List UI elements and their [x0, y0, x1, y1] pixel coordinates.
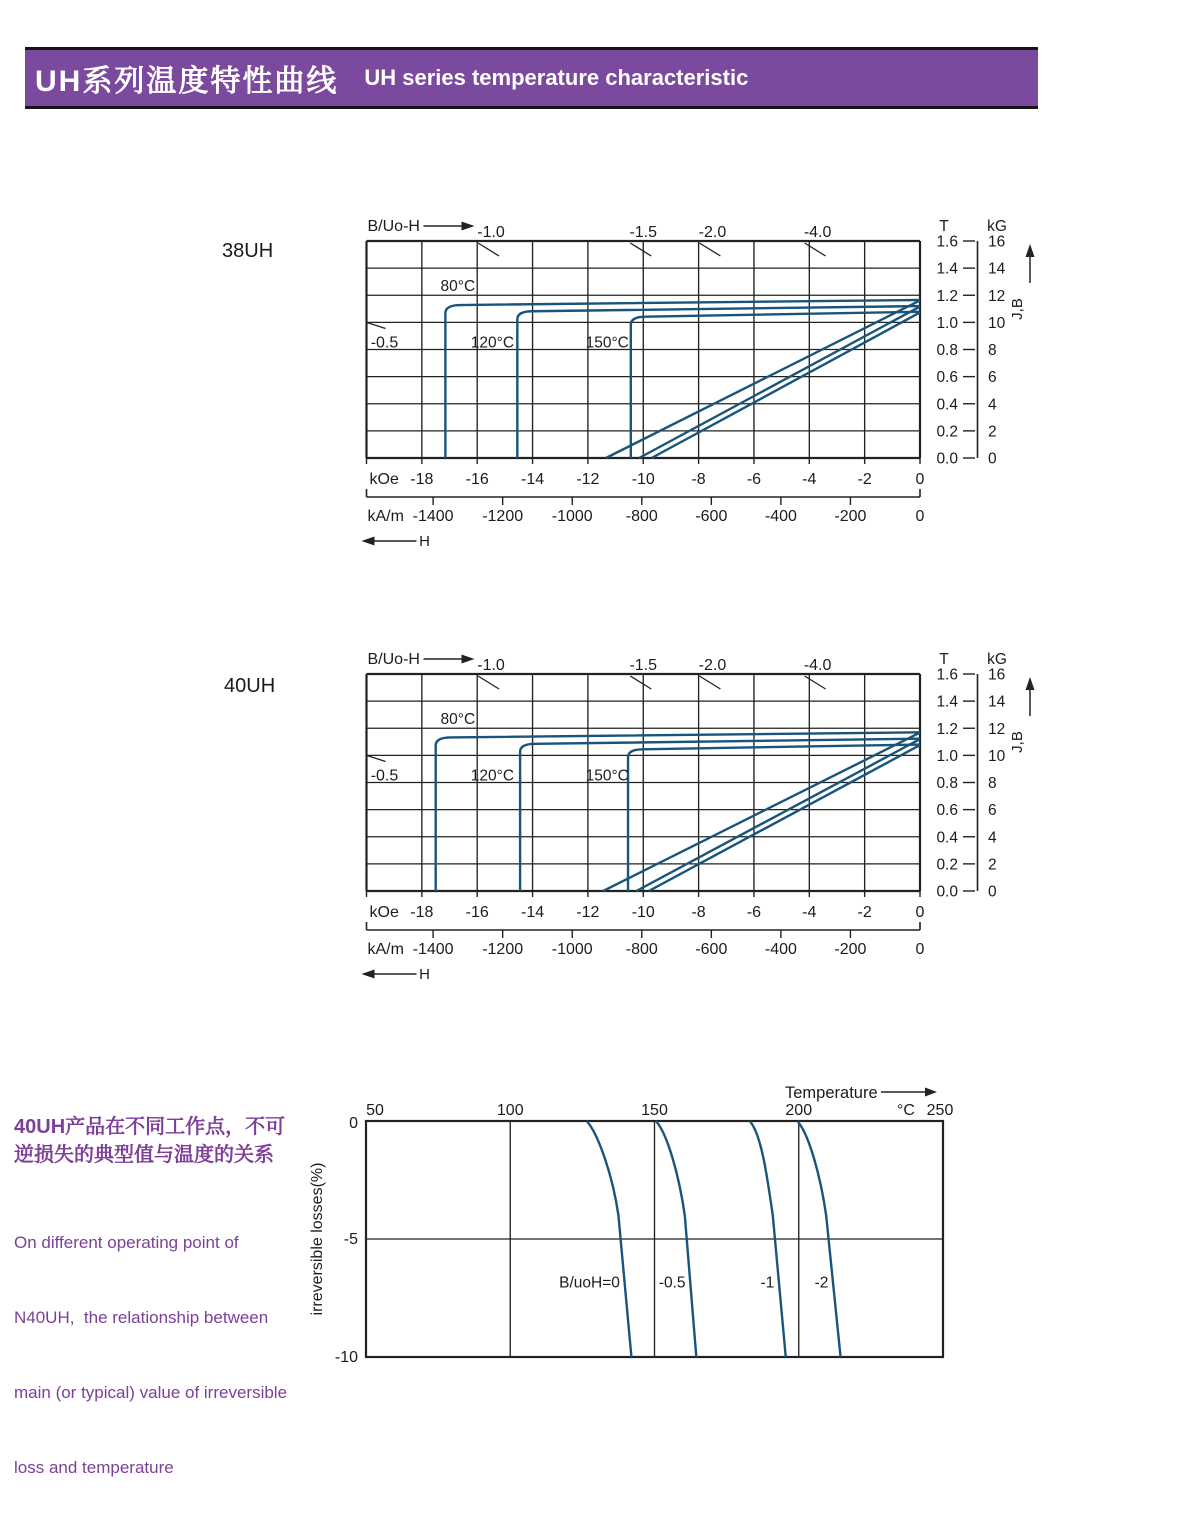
temp-tick-label: 150	[641, 1102, 668, 1119]
loss-curve-label: -1	[760, 1274, 775, 1292]
kg-tick-label: 6	[988, 369, 997, 387]
load-line-slash	[367, 322, 386, 328]
side-note-zh-line1: 40UH产品在不同工作点，不可	[14, 1116, 286, 1138]
curve-temp-label: 80°C	[440, 277, 476, 295]
header-title-en: UH series temperature characteristic	[364, 65, 749, 90]
jb-arrow-head	[1026, 244, 1035, 257]
kg-tick-label: 4	[988, 829, 997, 847]
load-line-slash	[699, 243, 720, 256]
load-line-label: -2.0	[698, 224, 727, 241]
kam-tick-label: -600	[695, 508, 728, 525]
demag-chart-40UH	[362, 651, 1035, 983]
kam-tick-label: 0	[915, 941, 925, 958]
side-note-en-line1: On different operating point of	[14, 1233, 239, 1252]
t-tick-label: 1.0	[936, 314, 958, 332]
koe-unit-label: kOe	[369, 471, 399, 488]
temp-tick-label: 200	[785, 1102, 813, 1119]
koe-tick-label: -6	[746, 904, 762, 921]
temp-unit-label: °C	[897, 1102, 915, 1119]
curve-temp-label: 120°C	[470, 334, 515, 352]
t-tick-label: 0.0	[936, 450, 958, 468]
kg-tick-label: 12	[988, 287, 1006, 305]
kam-unit-label: kA/m	[367, 941, 404, 958]
loss-tick-label: -5	[343, 1231, 358, 1248]
side-note-zh-line2: 逆损失的典型值与温度的关系	[14, 1144, 274, 1166]
t-tick-label: 1.0	[936, 747, 958, 765]
koe-tick-label: -4	[802, 471, 817, 488]
curve-temp-label: 120°C	[470, 767, 515, 785]
b-line-2	[652, 312, 920, 458]
load-line-slash	[630, 243, 651, 256]
t-unit-label: T	[939, 218, 949, 235]
kam-tick-label: -800	[625, 508, 658, 525]
kg-tick-label: 10	[988, 747, 1006, 765]
t-tick-label: 1.2	[936, 720, 958, 738]
load-line-slash	[805, 676, 826, 689]
kam-tick-label: -1000	[551, 508, 593, 525]
b-line-0	[606, 300, 920, 458]
koe-tick-label: -16	[465, 471, 489, 488]
temp-tick-label: 50	[366, 1102, 384, 1119]
loss-curve-label: -0.5	[658, 1274, 686, 1292]
b-uo-h-arrow-head	[462, 655, 475, 664]
b-line-1	[636, 739, 920, 891]
header-title-zh: UH系列温度特性曲线	[35, 65, 339, 98]
plot-grid	[367, 241, 921, 458]
t-unit-label: T	[939, 651, 949, 668]
load-line-label: -1.5	[629, 657, 658, 674]
load-line-label: -4.0	[803, 224, 832, 241]
kam-tick-label: -1000	[551, 941, 593, 958]
t-tick-label: 0.0	[936, 883, 958, 901]
t-tick-label: 1.4	[936, 693, 958, 711]
kg-tick-label: 2	[988, 423, 997, 441]
load-line-label: -1.0	[477, 657, 505, 674]
temp-tick-label: 250	[926, 1102, 954, 1119]
loss-axis-title: irreversible losses(%)	[309, 1162, 326, 1316]
kg-unit-label: kG	[987, 218, 1007, 235]
koe-tick-label: -12	[576, 471, 600, 488]
kam-tick-label: -1200	[482, 941, 524, 958]
kg-tick-label: 6	[988, 802, 997, 820]
side-note-en-line4: loss and temperature	[14, 1458, 174, 1477]
koe-tick-label: -18	[410, 471, 434, 488]
load-line-slash	[699, 676, 720, 689]
kam-tick-label: -600	[695, 941, 728, 958]
kam-tick-label: -200	[834, 508, 867, 525]
b-line-2	[649, 745, 920, 891]
kam-tick-label: -400	[764, 941, 797, 958]
koe-tick-label: -2	[857, 471, 872, 488]
load-line-slash	[478, 243, 499, 256]
kam-tick-label: -400	[764, 508, 797, 525]
load-line-slash	[805, 243, 826, 256]
t-tick-label: 0.2	[936, 856, 958, 874]
koe-tick-label: -8	[691, 471, 706, 488]
koe-tick-label: 0	[915, 471, 925, 488]
kg-tick-label: 8	[988, 775, 997, 792]
demag-chart-38UH	[362, 218, 1035, 550]
curve-temp-label: 150°C	[585, 767, 629, 785]
koe-tick-label: -4	[802, 904, 817, 921]
t-tick-label: 1.2	[936, 287, 958, 305]
load-line-label: -0.5	[370, 767, 399, 785]
t-tick-label: 0.6	[936, 802, 958, 820]
load-line-label: -0.5	[370, 334, 399, 352]
b-line-1	[639, 307, 920, 458]
load-line-slash	[367, 755, 386, 761]
kg-tick-label: 14	[988, 693, 1006, 711]
kam-tick-label: -1400	[412, 508, 454, 525]
load-line-slash	[478, 676, 499, 689]
jb-axis-label: J,B	[1009, 731, 1026, 753]
kg-tick-label: 8	[988, 342, 997, 359]
koe-tick-label: -18	[410, 904, 434, 921]
koe-tick-label: 0	[915, 904, 925, 921]
koe-tick-label: -12	[576, 904, 600, 921]
t-tick-label: 0.2	[936, 423, 958, 441]
side-note-en-line2: N40UH, the relationship between	[14, 1308, 269, 1327]
load-line-label: -1.5	[629, 224, 658, 241]
kam-tick-label: -1200	[482, 508, 524, 525]
side-note-en-line3: main (or typical) value of irreversible	[14, 1383, 288, 1402]
kg-tick-label: 12	[988, 720, 1006, 738]
loss-curve-label: B/uoH=0	[559, 1274, 620, 1292]
koe-tick-label: -6	[746, 471, 762, 488]
b-uo-h-label: B/Uo-H	[367, 651, 420, 668]
koe-tick-label: -10	[631, 904, 655, 921]
load-line-slash	[630, 676, 651, 689]
temp-tick-label: 100	[496, 1102, 524, 1119]
koe-tick-label: -8	[691, 904, 706, 921]
kam-tick-label: -200	[834, 941, 867, 958]
chart-40uh-label: 40UH	[224, 675, 276, 697]
t-tick-label: 1.6	[936, 233, 958, 251]
loss-chart	[309, 1084, 953, 1366]
kg-tick-label: 0	[988, 883, 997, 901]
kg-tick-label: 10	[988, 314, 1006, 332]
j-curve-80°C	[436, 732, 920, 891]
jb-axis-label: J,B	[1009, 298, 1026, 320]
chart-38uh-label: 38UH	[222, 240, 274, 262]
kg-tick-label: 16	[988, 666, 1006, 684]
koe-tick-label: -2	[857, 904, 872, 921]
temp-axis-title: Temperature	[785, 1084, 878, 1102]
h-axis-label: H	[419, 966, 430, 983]
koe-tick-label: -14	[520, 471, 545, 488]
kg-tick-label: 14	[988, 260, 1006, 278]
kg-tick-label: 0	[988, 450, 997, 468]
kg-unit-label: kG	[987, 651, 1007, 668]
curve-temp-label: 80°C	[440, 710, 476, 728]
koe-tick-label: -10	[631, 471, 655, 488]
koe-tick-label: -16	[465, 904, 489, 921]
loss-tick-label: -10	[334, 1349, 358, 1366]
temp-arrow-head	[925, 1088, 937, 1097]
kg-tick-label: 2	[988, 856, 997, 874]
j-curve-120°C	[517, 306, 920, 458]
koe-unit-label: kOe	[369, 904, 399, 921]
t-tick-label: 0.6	[936, 369, 958, 387]
kg-tick-label: 4	[988, 396, 997, 414]
kam-tick-label: 0	[915, 508, 925, 525]
kam-unit-label: kA/m	[367, 508, 404, 525]
kg-tick-label: 16	[988, 233, 1006, 251]
loss-tick-label: 0	[349, 1115, 358, 1132]
loss-curve-label: -2	[814, 1274, 829, 1292]
h-arrow-head	[362, 537, 375, 546]
kam-tick-label: -800	[625, 941, 658, 958]
t-tick-label: 0.8	[936, 342, 958, 359]
t-tick-label: 0.8	[936, 775, 958, 792]
koe-tick-label: -14	[520, 904, 545, 921]
t-tick-label: 1.6	[936, 666, 958, 684]
t-tick-label: 0.4	[936, 396, 958, 414]
t-tick-label: 1.4	[936, 260, 958, 278]
b-uo-h-arrow-head	[462, 222, 475, 231]
kam-tick-label: -1400	[412, 941, 454, 958]
load-line-label: -4.0	[803, 657, 832, 674]
h-arrow-head	[362, 970, 375, 979]
jb-arrow-head	[1026, 677, 1035, 690]
b-uo-h-label: B/Uo-H	[367, 218, 420, 235]
load-line-label: -1.0	[477, 224, 505, 241]
load-line-label: -2.0	[698, 657, 727, 674]
b-line-0	[603, 733, 920, 891]
t-tick-label: 0.4	[936, 829, 958, 847]
h-axis-label: H	[419, 533, 430, 550]
curve-temp-label: 150°C	[585, 334, 629, 352]
